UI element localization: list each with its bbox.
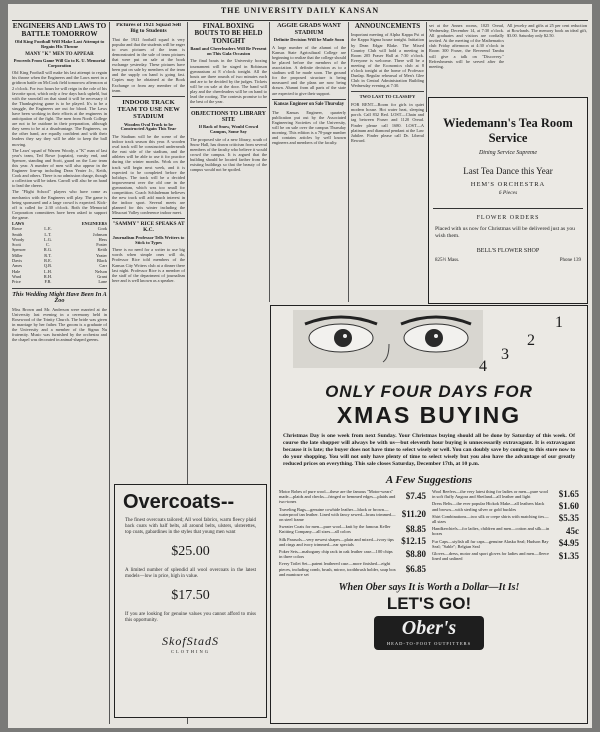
column-4 <box>272 23 346 285</box>
obers-ad <box>270 305 588 724</box>
article-body <box>190 137 267 173</box>
article-body <box>12 70 107 220</box>
intro-text: Christmas Day is one week from next Sunday. Your Christmas buying should all be done by Saturday of this week. Of course the late shopper will always be with us—but eleventh hour buying is unnecessarily extravagant. It is extravagant because it is late; the buyer does not have time to select wisely or well. You can doubly save by coming to this store now to do your shopping. You will not only have plenty of time to select wisely but you also have the advantage of our greatly reduced prices on everything. This sale closes Saturday, December 17th, at 10 p.m. <box>283 433 575 467</box>
headline-boxing: FINAL BOXING BOUTS TO BE HELD TONIGHT <box>194 23 263 45</box>
flowers-head: FLOWER ORDERS <box>476 215 540 221</box>
article-body <box>351 32 424 88</box>
table-row: Spencer R.G. Keith <box>12 247 107 253</box>
paragraph: There is no need for a writer to use big words when simple ones will do, Professor Rice told members of the Kansas City Writers club at a dinner there last night. Professor Rice is a member of the staff of the department of journalism here and is well known as a speaker. <box>112 247 185 283</box>
list-item: Every Toilet Set—patent leathered case—more finished—eight pieces, including comb, brush, mirror, toothbrush holder, soap box and manicure set $6.85 <box>279 561 426 577</box>
divider <box>190 107 267 108</box>
table-row: Woody L.G. Hess <box>12 236 107 242</box>
list-item: Traveling Bags—genuine cowhide leather—black or brown—waterproof tan leather. Lined with fancy sewed—brass trimmed—on steel frame $11.20 <box>279 506 426 523</box>
number-1: 1 <box>555 314 563 331</box>
headline-sammy-rice: "SAMMY" RICE SPEAKS AT K.C. <box>112 221 185 234</box>
masthead-rule <box>12 20 588 21</box>
table-row: Rowe L.E. Cook <box>12 226 107 232</box>
subhead: MANY "K" MEN TO APPEAR <box>25 51 94 57</box>
column-1 <box>12 23 107 723</box>
headline-aggie: AGGIE GRADS WANT STADIUM <box>277 23 341 36</box>
paragraph: A large number of the alumni of the Kansas State Agricultural College are beginning to realize that the college should be placed before the members of the association. A definite decision as to a stadium will be made soon. The ground for the proposed structure is being measured and the plans are now being drawn. Alumni from all parts of the state are expected to give their support. <box>272 44 346 96</box>
list-item: Handkerchiefs—for ladies, children and men—cotton and silk—in boxes 45c <box>432 525 579 537</box>
article-body <box>190 58 267 104</box>
subhead: If Back of Snow, Would Crowd Campus, Some Say <box>198 124 259 135</box>
divider <box>272 99 346 100</box>
notice: All jewelry and gifts at 25 per cent reduction at Rowlands. The memory book an ideal gift, $3.00. Saturday only $2.50. <box>507 23 587 39</box>
tea-dance: Last Tea Dance this Year <box>463 166 553 176</box>
headline-wedding: This Wedding Might Have Been In A Zoo <box>12 290 107 305</box>
list-item: Gloves—dress, motor and sport gloves for ladies and men—fleece lined and unlined $1.35 <box>432 550 579 562</box>
store-sub: CLOTHING <box>171 649 210 654</box>
suggestions-left <box>279 489 426 579</box>
column-rule <box>348 22 349 302</box>
article-body <box>112 134 185 216</box>
divider <box>351 91 424 92</box>
table-row: Price F.B. Lane <box>12 279 107 285</box>
suggestions-right <box>432 489 579 579</box>
subhead: Wooden Oval Track to be Constructed Again This Year <box>120 121 177 132</box>
divider <box>112 218 185 219</box>
headline-xmas: XMAS BUYING <box>336 402 522 428</box>
headline-engineers-laws: ENGINEERS AND LAWS TO BATTLE TOMORROW <box>12 23 107 38</box>
divider <box>12 288 107 289</box>
eyes-illustration <box>271 306 587 378</box>
subhead: Journalism Professor Tells Writers to Stick to Types <box>112 234 185 245</box>
paragraph: That the 1921 football squad is very popular and that the students will be eager to own pictures of the team is demonstrated in the sale of team pictures that were put on sale at the book exchange yesterday. These pictures have been put on sale by members of the team and the supply on hand is going fast. Copies may be obtained at the Book Exchange or from any member of the team. <box>112 36 185 93</box>
tearoom-title-2: Service <box>488 131 528 145</box>
orchestra: HEM'S ORCHESTRA <box>470 181 546 188</box>
subhead: Proceeds From Game Will Go to K. U. Memorial Corporation <box>13 58 106 68</box>
paragraph: Important meeting of Alpha Kappa Psi at the Kappa Sigma house tonight. Initiation by Dean Edgar Blake. The Mixed Country Club will hold a meeting in Room 205 Fraser Hall at 7:30 o'clock. Everyone is welcome. There will be a meeting of the Economics club at 8 o'clock tonight at the home of Professor Dunlap. Regular rehearsal of Men's Glee Club in Central Administration Building Wednesday evening at 7:30. <box>351 32 424 89</box>
headline-indoor-track: INDOOR TRACK TEAM TO USE NEW STADIUM <box>117 98 180 120</box>
tagline: Dining Service Supreme <box>478 150 538 156</box>
tearoom-title: Wiedemann's Tea Room <box>443 116 573 130</box>
price: $25.00 <box>171 544 210 559</box>
lets-go: LET'S GO! <box>386 594 472 614</box>
table-row: Ames Q.B. Carr <box>12 263 107 269</box>
ad-body: A limited number of splendid all wool overcoats in the latest models—low in price, high in value. <box>125 568 256 579</box>
column-5 <box>351 23 424 285</box>
pieces: 6 Pieces <box>498 190 518 196</box>
list-item: Shirt Combinations—two silk or crepe shirts with matching ties—all sizes $5.35 <box>432 513 579 525</box>
table-row: Miller R.T. Yeater <box>12 252 107 258</box>
paragraph: Miss Brown and Mr. Anderson were married at the University last evening in a ceremony held in Rosewood of the Trinity Church. The bride was given in marriage by her father. The groom is a graduate of the University and a member of the Sigma Nu fraternity. Music was furnished by the orchestra and the chapel was decorated in animal-shaped greens. <box>12 306 107 343</box>
column-rule <box>269 22 270 302</box>
article-body <box>112 247 185 283</box>
shop-phone: Phone 139 <box>559 258 581 263</box>
divider <box>433 208 583 209</box>
paragraph: The proposed site of a new library, south of Snow Hall, has drawn criticism from several members of the faculty who believe it would crowd the campus. It is argued that the building should be located farther from the existing buildings so that the beauty of the campus would not be spoiled. <box>190 136 267 173</box>
ad-title: Overcoats-- <box>123 491 235 513</box>
masthead: THE UNIVERSITY DAILY KANSAN <box>220 6 380 15</box>
slogan: When Ober says It is Worth a Dollar—It Is! <box>338 582 520 594</box>
table-row: Smith L.T. Johnson <box>12 231 107 237</box>
ad-body: The finest overcoats tailored; All wool fabrics, warm fleecy plaid back coats with half belts, all around belts, ulsters, ulsterettes, top coats, gabardines in the styles that young men want <box>125 518 256 535</box>
headline-library: OBJECTIONS TO LIBRARY SITE <box>191 111 266 124</box>
newspaper-page <box>8 4 592 728</box>
number-2: 2 <box>527 332 535 349</box>
paragraph: The final bouts in the University boxing tournament will be staged in Robinson gymnasium at 8 o'clock tonight. All the bouts are three rounds of two minutes each and are to be decided by the judges. Tickets will be on sale at the door. The band will play and the cheerleaders will be on hand to lead the rooting. The contests promise to be the best of the year. <box>190 58 267 105</box>
table-header: ENGINEERS <box>81 220 107 226</box>
list-item: Wool Reefers—the very latest thing for ladies or men—pure wool in soft fluffy Angora and Shetland—all leather and light $1.65 <box>432 488 579 500</box>
logo-sub: HEAD-TO-FOOT OUTFITTERS <box>386 641 472 647</box>
list-item: Dress Belts—the ever popular Hickok Make—all leathers black and brown—with sterling silver or gold buckles $1.60 <box>432 501 579 512</box>
column-rule <box>426 22 427 112</box>
divider <box>112 96 185 97</box>
article-body <box>351 102 424 143</box>
column-7 <box>507 23 587 95</box>
paragraph: The "Flight School" players who have come as mechanics with the Engineers will play. The game is being sponsored and a large crowd is expected. Kick-off is called for 2:30 o'clock. Both the Memorial Corporation committees have been asked to support the game. <box>12 189 107 220</box>
paragraph: Old King Football will make his last attempt to regain his throne when the Engineers and the Laws meet in a gridiron battle on McCook field tomorrow afternoon at 2 o'clock. For two hours he will reign in the role of his favorite sport, which only a few days back upheld, but with the snowfall on that stand it will be necessary if the Thanksgiving game is to be played. It's to be a struggle, the Engineers are out for blood. The Laws have been working in their efforts at the engineers in anticipation of the fight. The men from North College are not to be outdone in their preparation, although they seem to be at a disadvantage. The Engineers, on the other hand, are equally confident and with their leaders they say they will be able to keep the ball moving. <box>12 70 107 147</box>
article-body <box>272 45 346 96</box>
shop-contact <box>435 258 581 263</box>
shop-address: 825½ Mass. <box>435 258 460 263</box>
column-3 <box>190 23 267 283</box>
list-item: Motor Robes of pure wool—these are the famous "Motor-wears" made—plaids and checks—fringed or hemmed edges—plaids and two-tones $7.45 <box>279 489 426 505</box>
suggestions <box>271 489 587 579</box>
list-item: Silk Parasols—very newest shapes—plain and mixed—ivory tips and rings and ivory trimmed—ear specials $12.15 <box>279 536 426 547</box>
headline-kansas-engineer: Kansas Engineer on Sale Thursday <box>273 101 345 107</box>
logo-text: Ober's <box>401 617 457 640</box>
headline-pictures: Pictures of 1921 Squad Sell Big to Students <box>116 23 181 34</box>
table-row: Davis R.E. Black <box>12 258 107 264</box>
number-3: 3 <box>501 346 509 363</box>
subhead: Band and Cheerleaders Will Be Present on This Gala Occasion <box>190 46 267 56</box>
overcoats-ad <box>114 484 267 718</box>
paragraph: FOR RENT—Room for girls in quiet modern house. Hot water heat, sleeping porch. Call 832 Red. LOST—Chain and tag between Fraser and 1120 Oread. Finder please call 1680. LOST—A platinum and diamond pendant at the Law Jubilee. Finder please call Dr. Liberal Reward. <box>351 102 424 143</box>
article-body: set at the Annex rooms, 1025 Oread, Wednesday, December 14, at 7:30 o'clock. All graduates and visitors are cordially invited. At the meeting of the Mathematics club Friday afternoon at 4:30 o'clock in Room 300 Fraser, the Reverend Tambu will give a talk on "Discovery." Refreshments will be served after the meeting. <box>429 23 504 69</box>
flower-shop: BELL'S FLOWER SHOP <box>476 248 540 254</box>
list-item: Poker Sets—mahogany chip rack in oak leather case—100 chips in three colors $8.80 <box>279 548 426 560</box>
obers-logo <box>374 616 484 650</box>
table-header: LAWS <box>12 220 25 226</box>
headline-four-days: ONLY FOUR DAYS FOR <box>325 382 533 401</box>
list-item: Fur Caps—stylish all fur caps—genuine Alaska Seal; Hudson Bay Seal; "Sable"; Belgian Seal $4.95 <box>432 538 579 549</box>
article-body <box>112 37 185 93</box>
store-name: SkofStadS <box>162 634 219 648</box>
lineup-table <box>12 221 107 285</box>
price: $17.50 <box>171 588 210 603</box>
ober-content <box>271 382 587 650</box>
paragraph: The Laws' squad of Warren Woody, a "K" man of last year's team, Ted Rowe (captain), varsity end, and Spencer, standing and Scott, guard on the Law team this year. A number of men will also appear in the Engineer line-up including Dean Yeater Jr., Keith, Cook and others. There is no admission charge, though a collection will be taken. Carroll will also be on hand to lead the cheers. <box>12 147 107 189</box>
ad-body: If you are looking for genuine values you cannot afford to miss this opportunity. <box>125 612 256 623</box>
headline-classified: TWO LAST TO CLASSIFY <box>359 94 416 100</box>
suggestions-title: A Few Suggestions <box>385 474 473 486</box>
subhead: Old King Football Will Make Last Attempt to Regain His Throne <box>14 39 105 49</box>
article-body <box>12 307 107 343</box>
subhead: Definite Decision Will be Made Soon <box>273 37 345 42</box>
paragraph: The Kansas Engineer, quarterly publication put out by the Associated Engineering Societies of the University, will be on sale over the campus Thursday morning. This edition is a 70-page number and contains articles by well known engineers and members of the faculty. <box>272 109 346 146</box>
table-row: Scott C. Foster <box>12 242 107 248</box>
number-4: 4 <box>479 358 487 375</box>
paragraph: The Stadium will be the scene of the indoor track season this year. A wooden oval track will be constructed underneath the east side of the stadium, and the athletes will be able to use it for practice during the winter months. Work on the track will begin next week, and it is expected to be completed before the holidays. The track will be a decided improvement over the old one in the gymnasium, which was too small for competition. Coach Schlademan believes the new track will add much interest in the indoor sport. Several meets are planned for this winter including the Missouri Valley conference indoor meet. <box>112 133 185 216</box>
flowers-body: Placed with us now for Christmas will be delivered just as you wish them. <box>435 226 575 239</box>
column-6 <box>429 23 504 95</box>
table-row: Hale L.H. Nelson <box>12 268 107 274</box>
article-body <box>272 110 346 146</box>
column-rule <box>109 22 110 724</box>
list-item: Sweater Coats for men—pure wool—knit by the famous Keller Knitting Company—all sizes—all colors $8.85 <box>279 523 426 535</box>
headline-announcements: ANNOUNCEMENTS <box>354 23 421 30</box>
tearoom-ad <box>428 97 588 304</box>
table-row: Ward R.H. Grant <box>12 273 107 279</box>
